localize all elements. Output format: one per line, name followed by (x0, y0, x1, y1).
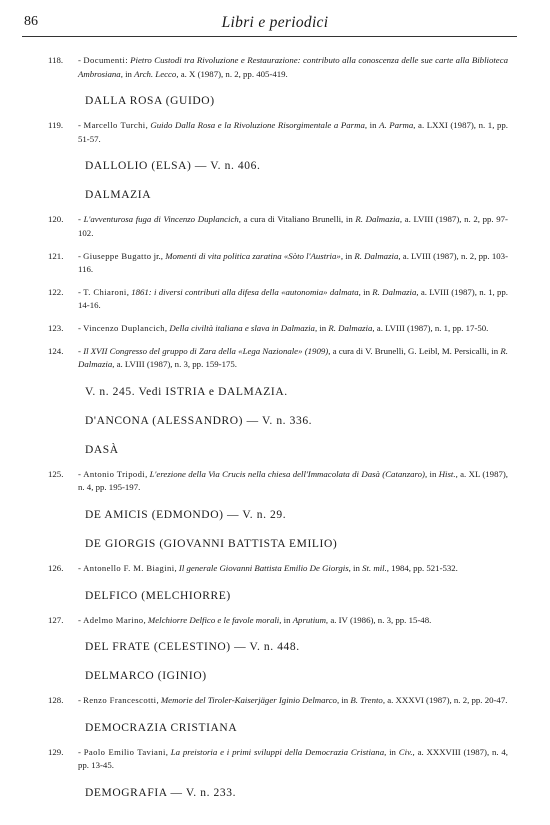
entry-author-sep: jr., (151, 250, 166, 261)
bibliography-entry: 123. - Vincenzo Duplancich, Della civiltà italiana e slava in Dalmazia, in R. Dalmazia, a. LVIII (1987), n. 1, pp. 17-50. (0, 322, 508, 336)
entry-citation: , a. LVIII (1987), n. 2, pp. 103-116. (78, 250, 508, 275)
entry-number: 123. (48, 322, 64, 333)
bibliography-entry: 122. - T. Chiaroni, 1861: i diversi contributi alla difesa della «autonomia» dalmata, in R. Dalmazia, a. LVIII (1987), n. 1, pp. 14-16. (48, 286, 508, 311)
entry-author-sep: , (156, 695, 161, 706)
bibliography-entry: 127. - Adelmo Marino, Melchiorre Delfico e le favole morali, in Aprutium, a. IV (1986), n. 3, pp. 15-48. (0, 614, 508, 628)
entry-author: Renzo Francescotti (83, 695, 157, 706)
entry-details: , a cura di V. Brunelli, G. Leibl, M. Persicalli, in (328, 345, 501, 356)
entry-number: 124. (48, 345, 64, 356)
entry-title: 1861: i diversi contributi alla difesa della «autonomia» dalmata (131, 286, 359, 297)
bibliography-entry: 125. - Antonio Tripodi, L'erezione della Via Crucis nella chiesa dell'Immacolata di Dasà (Catanzaro), in Hist., a. XL (1987), n. 4, pp. 195-197. (48, 468, 508, 493)
entry-citation: , a. IV (1986), n. 3, pp. 15-48. (325, 614, 432, 625)
entry-details: , in (340, 250, 355, 261)
entry-details: , in (336, 695, 351, 706)
entry-details: , in (424, 468, 439, 479)
section-heading: DE AMICIS (EDMONDO) — V. n. 29. (85, 508, 287, 521)
entry-citation: , a. XXXVI (1987), n. 2, pp. 20-47. (382, 695, 508, 706)
entry-number: 126. (48, 562, 64, 573)
entry-details: , in (120, 68, 135, 79)
section-heading: DALLOLIO (ELSA) — V. n. 406. (85, 160, 261, 173)
entry-author: Antonello F. M. Biagini (83, 562, 175, 573)
entry-citation: , a. LVIII (1987), n. 1, pp. 17-50. (372, 322, 489, 333)
entry-number: 121. (48, 250, 64, 261)
entry-author-sep: , (143, 614, 148, 625)
entry-journal: R. Dalmazia (372, 286, 417, 297)
entry-details: , in (384, 746, 399, 757)
entry-title: Melchiorre Delfico e le favole morali (147, 614, 280, 625)
entry-author-sep: , (145, 120, 151, 131)
entry-title: Momenti di vita politica zaratina «Sòto l'Austria» (165, 250, 341, 261)
header-rule (22, 36, 517, 37)
entry-journal: Arch. Lecco (134, 68, 177, 79)
entry-journal: R. Dalmazia (78, 345, 508, 370)
entry-number: 119. (48, 120, 64, 131)
section-heading: DELMARCO (IGINIO) (85, 670, 207, 683)
entry-details: , in (358, 286, 373, 297)
section-heading: DEMOGRAFIA — V. n. 233. (85, 786, 237, 799)
entry-details: , in (348, 562, 363, 573)
entry-citation: , a. XXXVIII (1987), n. 4, pp. 13-45. (78, 746, 508, 771)
entry-journal: A. Parma (379, 120, 414, 131)
entry-citation: , a. LVIII (1987), n. 1, pp. 14-16. (78, 286, 508, 311)
entry-journal: St. mil. (362, 562, 387, 573)
entry-title: Il XVII Congresso del gruppo di Zara della «Lega Nazionale» (1909) (83, 345, 329, 356)
section-heading: DALMAZIA (85, 189, 152, 202)
entry-journal: Civ. (398, 746, 413, 757)
entry-number: 129. (48, 746, 64, 757)
entry-title: L'erezione della Via Crucis nella chiesa dell'Immacolata di Dasà (Catanzaro) (149, 468, 425, 479)
entry-author: Vincenzo Duplancich (83, 322, 165, 333)
section-heading: DALLA ROSA (GUIDO) (85, 95, 215, 108)
entry-author-sep: , (174, 562, 179, 573)
bibliography-entry: 118. - Documenti: Pietro Custodi tra Rivoluzione e Restaurazione: contributo alla conoscenza delle sue carte alla Biblioteca Ambrosiana, in Arch. Lecco, a. X (1987), n. 2, pp. 405-419. (48, 55, 509, 79)
entry-title: La preistoria e i primi sviluppi della Democrazia Cristiana (170, 746, 385, 757)
entry-number: 118. (48, 55, 64, 65)
entry-citation: , a. X (1987), n. 2, pp. 405-419. (176, 68, 288, 79)
page-number: 86 (24, 14, 38, 29)
entry-author-sep: , (165, 746, 171, 757)
entry-citation: , a. LXXI (1987), n. 1, pp. 51-57. (78, 120, 508, 144)
entry-number: 125. (48, 468, 64, 479)
entry-author: Documenti (83, 55, 126, 65)
running-title: Libri e periodici (221, 14, 329, 31)
entry-title: L'avventurosa fuga di Vincenzo Duplancich (83, 214, 239, 225)
section-heading: DE GIORGIS (GIOVANNI BATTISTA EMILIO) (85, 537, 338, 550)
entry-author: T. Chiaroni (83, 286, 127, 297)
page-header (0, 14, 550, 34)
section-heading: V. n. 245. Vedi ISTRIA e DALMAZIA. (85, 385, 288, 398)
section-heading: DEMOCRAZIA CRISTIANA (85, 721, 238, 734)
entry-number: 122. (48, 286, 64, 297)
entry-author: Adelmo Marino (83, 614, 144, 625)
bibliography-entry: 126. - Antonello F. M. Biagini, Il generale Giovanni Battista Emilio De Giorgis, in St. mil., 1984, pp. 521-532. (0, 562, 508, 576)
entry-details: , in (364, 120, 380, 131)
entry-number: 127. (48, 614, 64, 625)
entry-author: Antonio Tripodi (83, 468, 146, 479)
entry-journal: R. Dalmazia (328, 322, 373, 333)
entry-title: Memorie del Tiroler-Kaiserjäger Iginio Delmarco (160, 695, 337, 706)
entry-author-sep: , (126, 286, 132, 297)
entry-citation: , 1984, pp. 521-532. (386, 562, 458, 573)
entry-journal: Aprutium (292, 614, 326, 625)
bibliography-entry: 121. - Giuseppe Bugatto jr., Momenti di vita politica zaratina «Sòto l'Austria», in R. Dalmazia, a. LVIII (1987), n. 2, pp. 103-116. (48, 250, 508, 275)
bibliography-entry: 129. - Paolo Emilio Taviani, La preistoria e i primi sviluppi della Democrazia Cristiana, in Civ., a. XXXVIII (1987), n. 4, pp. 13-45. (48, 746, 508, 771)
bibliography-entry: 128. - Renzo Francescotti, Memorie del Tiroler-Kaiserjäger Iginio Delmarco, in B. Trento, a. XXXVI (1987), n. 2, pp. 20-47. (0, 694, 508, 708)
entry-journal: R. Dalmazia (355, 214, 400, 225)
entry-author: Marcello Turchi (83, 120, 146, 131)
entry-citation: , a. LVIII (1987), n. 2, pp. 97-102. (78, 214, 508, 238)
section-heading: DEL FRATE (CELESTINO) — V. n. 448. (85, 641, 300, 654)
entry-journal: Hist. (438, 468, 456, 479)
entry-author-sep: , (145, 468, 150, 479)
entry-author: Giuseppe Bugatto (83, 250, 152, 261)
bibliography-entry: 119. - Marcello Turchi, Guido Dalla Rosa e la Rivoluzione Risorgimentale a Parma, in A. Parma, a. LXXI (1987), n. 1, pp. 51-57. (48, 120, 508, 144)
entry-title: Il generale Giovanni Battista Emilio De Giorgis (178, 562, 349, 573)
entry-title: Della civiltà italiana e slava in Dalmazia (169, 322, 315, 333)
entry-journal: B. Trento (350, 695, 383, 706)
entry-title: Guido Dalla Rosa e la Rivoluzione Risorgimentale a Parma (150, 120, 365, 131)
section-heading: D'ANCONA (ALESSANDRO) — V. n. 336. (85, 414, 313, 427)
entry-citation: , a. LVIII (1987), n. 3, pp. 159-175. (112, 359, 237, 370)
entry-number: 120. (48, 214, 64, 225)
bibliography-entry: 124. - Il XVII Congresso del gruppo di Zara della «Lega Nazionale» (1909), a cura di V. Brunelli, G. Leibl, M. Persicalli, in R. Dalmazia, a. LVIII (1987), n. 3, pp. 159-175. (48, 345, 508, 370)
entry-author-sep: : (125, 55, 131, 65)
section-heading: DELFICO (MELCHIORRE) (85, 589, 231, 602)
entry-details: , in (279, 614, 293, 625)
entry-author: Paolo Emilio Taviani (83, 746, 166, 757)
bibliography-list (0, 54, 550, 802)
section-heading: DASÀ (85, 443, 119, 456)
entry-number: 128. (48, 695, 64, 706)
entry-title: Pietro Custodi tra Rivoluzione e Restaurazione: contributo alla conoscenza delle sue carte alla Biblioteca Ambrosiana (78, 55, 509, 79)
entry-details: , a cura di Vitaliano Brunelli, in (238, 214, 356, 225)
entry-citation: , a. XL (1987), n. 4, pp. 195-197. (78, 468, 508, 493)
entry-journal: R. Dalmazia (354, 250, 399, 261)
bibliography-entry: 120. - L'avventurosa fuga di Vincenzo Duplancich, a cura di Vitaliano Brunelli, in R. Dalmazia, a. LVIII (1987), n. 2, pp. 97-102. (48, 214, 508, 238)
entry-author-sep: , (164, 322, 170, 333)
entry-details: , in (314, 322, 329, 333)
